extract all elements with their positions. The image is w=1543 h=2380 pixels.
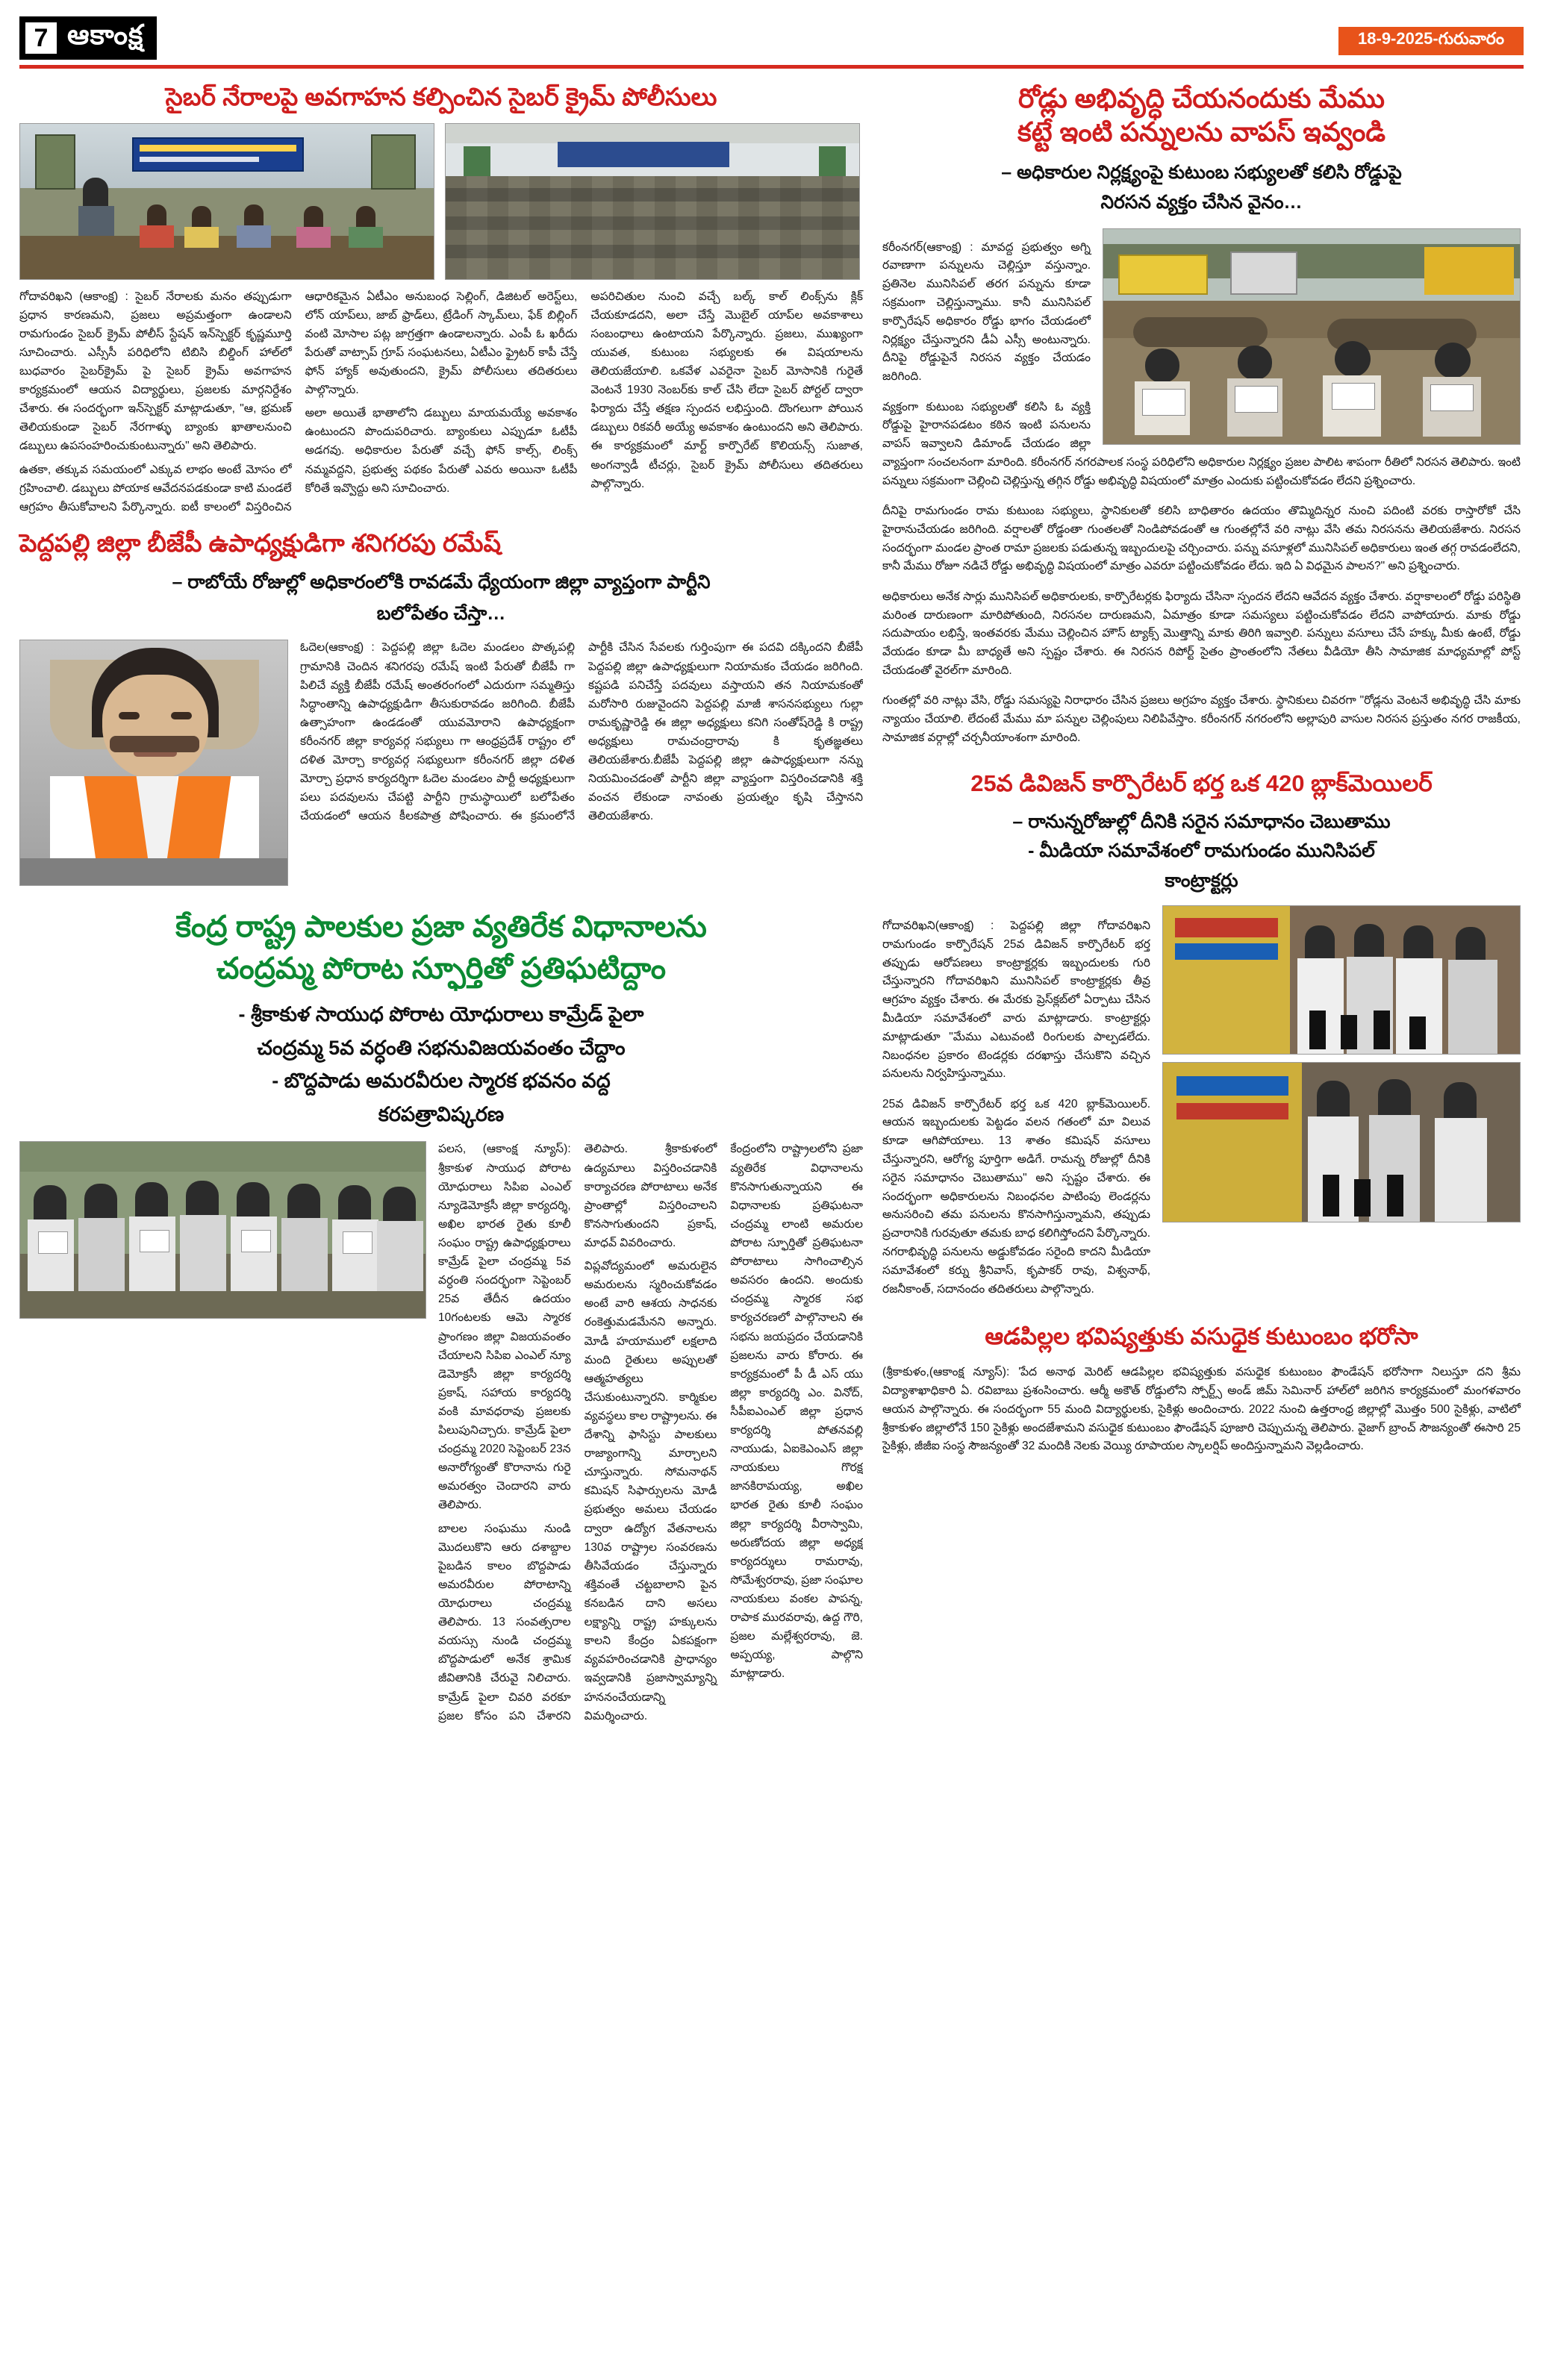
article-contractors-press-meet [882,768,1521,1311]
bjp-leader-portrait [19,640,288,886]
article2-subhead-1: – అధికారుల నిర్లక్ష్యంపై కుటుంబ సభ్యులతో కలిసి రోడ్డుపై [1001,162,1402,184]
article2-headline-line2: కట్టే ఇంటి పన్నులను వాపస్ ఇవ్వండి [1017,116,1385,147]
article2-p5: గుంతల్లో వరి నాట్లు వేసి, రోడ్డు సమస్యపై నిరాధారం చేసిన ప్రజలు అగ్రహం వ్యక్తం చేశారు. స్థానికులు చివరగా "రోడ్లను వెంటనే అభివృద్ధి చేసి మాకు న్యాయం చేయాలి. లేదంటే మేము మా పన్నుల చెల్లింపులు నిలిపివేస్తాం. కరీంనగర్ నగరంలోని అల్లాపురి వాసుల నిరసన ప్రస్తుతం నగర రాజకీయ, సామాజిక వర్గాల్లో చర్చనీయాంశంగా మారింది. [882,694,1521,744]
article4-p4: కేంద్రంలోని రాష్ట్రాలలోని ప్రజా వ్యతిరేక విధానాలను కొనసాగుతున్నాయని ఈ విధానాలకు ప్రతిఘటనా చంద్రమ్మ లాంటి అమరుల పోరాట స్ఫూర్తితో ప్రతిఘటనా పోరాటాలు సాగించాల్సిన అవసరం ఉందని. అందుకు చంద్రమ్మ స్మారక సభ కార్యచరణలో పాల్గొనాలని ఈ సభను జయప్రదం చేయడానికి ప్రజలను వారు కోరారు. ఈ కార్యక్రమంలో పీ డీ ఎస్ యు జిల్లా కార్యదర్శి ఎం. వినోద్, సీపీఐఎంఎల్ జిల్లా ప్రధాన కార్యదర్శి పోతనవల్లి నాయుడు, ఏఐకెఎంఎస్ జిల్లా నాయకులు గొరక్ష జానకిరామయ్య, అఖిల భారత రైతు కూలీ సంఘం జిల్లా కార్యదర్శి వీరాస్వామి, అరుణోదయ జిల్లా అధ్యక్ష కార్యదర్శులు రామరావు, సోమేశ్వరరావు, ప్రజా సంఘాల నాయకులు వంకల పాపన్న, రాపాక మురవరావు, ఉద్ద గౌరి, ప్రజల మల్లేశ్వరరావు, జె. అప్పయ్య, పాల్గొని మాట్లాడారు. [730,1143,863,1681]
article4-body [438,1140,863,1725]
article-chandramma-memorial [19,905,863,1725]
audience-hall-photo [445,123,860,280]
article2-subhead-2: నిరసన వ్యక్తం చేసిన వైనం… [1100,191,1303,213]
article6-body [882,1364,1521,1456]
article3-subhead-2: బలోపేతం చేస్తా… [376,602,506,624]
page-columns [19,76,1524,1725]
press-meet-photo-2 [1162,1062,1521,1222]
article-bjp-appointment [19,527,863,893]
article2-p1: కరీంనగర్(ఆకాంక్ష) : మావద్ద ప్రభుత్వం అగ్ని రవాణాగా పన్నులను చెల్లిస్తూ వస్తున్నాం. ప్రతినెల మునిసిపల్ తరగ పన్నును కూడా సక్రమంగా చెల్లిస్తున్నాము. కానీ మునిసిపల్ కార్పొరేషన్ అధికారం రోడ్డు భాగం చేయడంలో నిర్లక్ష్యం చేస్తున్నారని డీఏ ఎస్సీ అంటున్నారు. దీనిపై రోడ్డుపైనే నిరసన వ్యక్తం చేయడం జరిగింది. [882,240,1091,384]
article1-headline: సైబర్ నేరాలపై అవగాహన కల్పించిన సైబర్ క్రైమ్ పోలీసులు [165,83,717,110]
article1-photos [19,123,863,280]
masthead-date: 18-9-2025-గురువారం [1338,27,1524,55]
article5-headline: 25వ డివిజన్ కార్పొరేటర్ భర్త ఒక 420 బ్లాక్‌మెయిలర్ [970,770,1433,797]
article4-subhead-2: చంద్రమ్మ 5వ వర్ధంతి సభనువిజయవంతం చేద్దాం [257,1036,626,1059]
article3-subhead-1: – రాబోయే రోజుల్లో అధికారంలోకి రావడమే ధ్యేయంగా జిల్లా వ్యాప్తంగా పార్టీని [172,572,711,593]
left-column [19,76,863,1725]
article1-p3: అలా అయితే భాతాలోని డబ్బులు మాయమయ్యే అవకాశం ఉంటుందని పొందుపరిచారు. బ్యాంకులు ఎప్పుడూ ఓటీపీ అడగవు. అధికారుల పేరుతో వచ్చే ఫోన్ కాల్స్, లింక్స్ నమ్మవద్దని, ప్రభుత్వ పథకం పేరుతో ఎవరు అయినా ఓటీపీ కోరితే ఇవ్వొద్దు అని సూచించారు. [305,407,578,495]
article5-subhead-1: – రానున్నరోజుల్లో దీనికి సరైన సమాధానం చెబుతాము [1012,810,1391,832]
article4-subhead-1: - శ్రీకాకుళ సాయుధ పోరాట యోధురాలు కామ్రేడ్ పైలా [238,1003,644,1026]
article-foundation-cycles [882,1321,1521,1456]
article5-subhead-2: - మీడియా సమావేశంలో రామగుండం మునిసిపల్ [1028,840,1375,862]
masthead-spacer [157,16,1338,65]
masthead-left [19,16,157,60]
article5-content [882,905,1521,1310]
article2-p4: అధికారులు అనేక సార్లు మునిసిపల్ అధికారులకు, కార్పొరేటర్లకు ఫిర్యాదు చేసినా స్పందన లేదని ఆవేదన వ్యక్తం చేశారు. వర్షాకాలంలో రోడ్డు పరిస్థితి మరింత దారుణంగా మారిపోతుంది, నిరసనల దారుణమని, ఏమాత్రం కూడా సమస్యలు పట్టించుకోవడం లేదని వాపోయారు. మాకు రోడ్డు సదుపాయం లభిస్తే, ఇంతవరకు మేము చెల్లించిన హౌస్ ట్యాక్స్ మొత్తాన్ని మాకు తిరిగి ఇవ్వాలి. పన్నులు వసూలు చేసే హక్కు మీకు ఉంటే, రోడ్డు వేయడం కూడా మీ బాధ్యతే అని స్పష్టం చేశారు. ఈ నిరసన రిపోర్ట్ సైతం ప్రాంతంలోని నేతలు వీడియో తీసి సామాజిక మాధ్యమాల్లో పోస్ట్ చేయడంతో వైరల్‌గా మారింది. [882,590,1521,677]
publication-logo: ఆకాంక్ష [67,19,144,50]
article2-p2: వ్యక్తంగా కుటుంబ సభ్యులతో కలిసి ఓ వ్యక్తి రోడ్డుపై హైరానపడటం కఠిన ఇంటి పనులను వాపస్ ఇవ్వాలని డిమాండ్ చేయడం జిల్లా వ్యాప్తంగా సంచలనంగా మారింది. కరీంనగర్ నగరపాలక సంస్థ పరిధిలోని అధికారుల నిర్లక్ష్యం ప్రజల పాలిట శాపంగా రీతిలో నిరసన తెలిపారు. ఇంటి పన్నులు సక్రమంగా చెల్లించి చెల్లిస్తున్న తగ్గిన రోడ్డు అభివృద్ధి విషయంలో మాత్రం ఎందుకు పట్టించుకోవడం లేదని ప్రశ్నించారు. [882,400,1521,487]
press-meet-photo-1 [1162,905,1521,1055]
article1-body [19,287,863,516]
article3-headline: పెద్దపల్లి జిల్లా బీజేపీ ఉపాధ్యక్షుడిగా శనిగరపు రమేష్ [19,528,502,557]
right-column [882,76,1521,1725]
article6-p1: (శ్రీకాకుళం,(ఆకాంక్ష న్యూస్): 'పేద అనాథ మెరిట్ ఆడపిల్లల భవిష్యత్తుకు వసుధైక కుటుంబం ఫౌండేషన్ భరోసాగా నిలుస్తూ దని శ్రీమ విద్యాశాఖాధికారి ఏ. రవిబాబు ప్రశంసించారు. ఆర్మీ అకౌత్ రోడ్డులోని స్పోర్ట్స్ అండ్ జిమ్ సెమినార్ హాల్‌లో జరిగిన కార్యక్రమంలో మంగళవారం ఆయన పాల్గొన్నారు. ఈ సందర్భంగా 55 మంది విద్యార్థులకు, సైకిళ్లు అందించారు. 2022 నుంచి ఉత్తరాంధ్ర జిల్లాల్లో మొత్తం 500 సైకిళ్లు, వాటిలో శ్రీకాకుళం జిల్లాలోనే 150 సైకిళ్లు అందజేశామని వసుధైక కుటుంబం ఫౌండేషన్ పూజారి చెప్పుచున్న తెలిపారు. వైజాగ్ బ్రాంచ్ సౌజన్యంతో ఈసారి 25 సైకిళ్లు, జీజీఐ సంస్థ సౌజన్యంతో 32 మందికి నెలకు వెయ్యి రూపాయల స్కాలర్షిప్ అందిస్తున్నామని వెల్లడించారు. [882,1366,1521,1453]
article5-p1: గోదావరిఖని(ఆకాంక్ష) : పెద్దపల్లి జిల్లా గోదావరిఖని రామగుండం కార్పొరేషన్ 25వ డివిజన్ కార్పొరేటర్ భర్త తప్పుడు ఆరోపణలు కాంట్రాక్టర్లకు ఇబ్బందులకు గురి చేస్తున్నారని గోదావరిఖని మునిసిపల్ కాంట్రాక్టర్లకు తీవ్ర ఆగ్రహం వ్యక్తం చేశారు. ఈ మేరకు ప్రెస్‌క్లబ్‌లో ఏర్పాటు చేసిన మీడియా సమావేశంలో వారు మాట్లాడారు. కాంట్రాక్టర్లు మాట్లాడుతూ "మేము ఎటువంటి రింగులకు పాల్పడలేదు. నిబంధనల ప్రకారం టెండర్లకు దరఖాస్తు చేసుకొని వచ్చిన పనులను నిర్వహిస్తున్నాము. [882,919,1150,1081]
article2-body-wrap [882,227,1521,759]
article4-p3: విప్లవోద్యమంలో అమరులైన అమరులను స్మరించుకోవడం అంటే వారి ఆశయ సాధనకు రంకెత్తుమడమేనని అన్నారు. మోడీ హయాములో లక్షలాది మంది రైతులు అప్పులతో ఆత్మహత్యలు చేసుకుంటున్నారని. కార్మికుల వ్యవస్థలు కాల రాష్ట్రాలను. ఈ దేశాన్ని ఫాసిస్టు పాలకులు రాజ్యాంగాన్ని మార్చాలని చూస్తున్నారు. సోమనాథన్ కమిషన్ సిఫార్సులను మోడీ ప్రభుత్వం అమలు చేయడం ద్వారా ఉద్యోగ వేతనాలను 130వ రాష్ట్రాల సంవరణను తీసివేయడం చేస్తున్నారు శక్తివంతే చట్టబాలాని పైన కనబడిన దాని అసలు లక్ష్యాన్ని రాష్ట్ర హక్కులను కాలని కేంద్రం ఏకపక్షంగా వ్యవహరించడానికి ప్రాధాన్యం ఇవ్వడానికి ప్రజాస్వామ్యాన్ని హననంచేయడాన్ని విమర్శించారు. [584,1260,717,1722]
masthead [19,16,1524,69]
page-number: 7 [24,21,58,55]
article5-body [882,905,1150,1310]
article6-headline: ఆడపిల్లల భవిష్యత్తుకు వసుధైక కుటుంబం భరోసా [985,1322,1418,1349]
article1-p4: అపరిచితుల నుంచి వచ్చే బల్క్ కాల్ లింక్స్‌ను క్లిక్ చేయకూడదని, అలా చేస్తే మొబైల్ యాప్‌ల అవకాశాలు సంబంధాలు ఉంటాయని పేర్కొన్నారు. ప్రజలు, ముఖ్యంగా యువత, కుటుంబ సభ్యులకు ఈ విషయాలను తెలియజేయాలి. ఒకవేళ ఎవరైనా సైబర్ మోసానికి గురైతే వెంటనే 1930 నెంబర్‌కు కాల్ చేసి లేదా సైబర్ పోర్టల్ ద్వారా ఫిర్యాదు చేస్తే తక్షణ స్పందన లభిస్తుంది. దొంగలుగా పోయిన డబ్బులు రికవరీ అయ్యే అవకాశం ఉంటుందని అని తెలిపారు. ఈ కార్యక్రమంలో మార్ట్ కార్పొరేట్ కొలియన్స్ సుజాత, అంగన్వాడీ టీచర్లు, సైబర్ క్రైమ్ పోలీసులు తదితరులు పాల్గొన్నారు. [590,290,863,490]
article4-headline-line2: చంద్రమ్మ పోరాట స్ఫూర్తితో ప్రతిఘటిద్దాం [216,952,667,986]
article1-p2: ఉతకా, తక్కువ సమయంలో ఎక్కువ లాభం అంటే మోసం లో గ్రహించాలి. డబ్బులు పోయాక ఆవేదనపడకుండా కాటి మండలే ఆగ్రహం తీసుకోవాలని పేర్కొన్నారు. ఐటీ కాలంలో విస్తరించిన ఆధారికమైన ఏటీఎం అనుబంధ సెల్లింగ్, డిజిటల్ అరెస్ట్‌లు, లోన్ యాప్‌లు, జాబ్ ఫ్రాడ్‌లు, ట్రేడింగ్ స్కామ్‌లు, ఫేక్ బిల్లింగ్ వంటి మోసాల పట్ల జాగ్రత్తగా ఉండాలన్నారు. ఎంపీ ఓ ఖరీదు పేరుతో వాట్సాప్ గ్రూప్ సంఘటనలు, ఏటీఎం ఫ్రైటర్ కాపీ చేస్తే ఫోన్ హ్యాక్ అవుతుందని, క్రైమ్ పోలీసులు తదితరులు పాల్గొన్నారు. [19,290,578,513]
article3-body [300,638,863,828]
article1-p1: గోదావరిఖని (ఆకాంక్ష) : సైబర్ నేరాలకు మనం తప్పుడుగా ప్రధాన కారణమని, ప్రజలు అప్రమత్తంగా ఉండాలని రామగుండం సైబర్ క్రైమ్ పోలీస్ స్టేషన్ ఇన్‌స్పెక్టర్ కృష్ణమూర్తి సూచించారు. ఎస్సీసీ పరిధిలోని టిబిసి బిల్డింగ్ హాల్‌లో బుధవారం సైబర్‌క్రైమ్ పై సైబర్ క్రైమ్ అవగాహన కార్యక్రమంలో ఆయన విద్యార్థులు, ప్రజలకు మార్గనిర్దేశం చేశారు. ఈ సందర్భంగా ఇన్‌స్పెక్టర్ మాట్లాడుతూ, "ఆ, భ్రమణ్ తెలియకుండా సైబర్ నేరగాళ్ళు బ్యాంకు ఖాతాలనుంచి డబ్బులు ఉపసంహరించుకుంటున్నారు" అని తెలిపారు. [19,290,292,453]
article5-photos [1162,905,1521,1310]
article2-headline-line1: రోడ్లు అభివృద్ధి చేయనందుకు మేము [1018,83,1385,113]
article4-subhead-4: కరపత్రావిష్కరణ [378,1102,505,1125]
police-awareness-meeting-photo [19,123,434,280]
article4-body-wrap [19,1140,863,1725]
article4-subhead-3: - బొద్దపాడు అమరవీరుల స్మారక భవనం వద్ద [272,1069,611,1093]
article3-p1: ఓదెల(ఆకాంక్ష) : పెద్దపల్లి జిల్లా ఓదెల మండలం పొత్కపల్లి గ్రామానికి చెందిన శనిగరపు రమేష్ ఇంటి పేరుతో బీజేపీ గా పిలిచే వ్యక్తి బీజేపీ రమేష్ అంతరంగంలో ఎదురుగా సమ్మతిస్తు సిద్ధాంతాన్ని ఉపాధ్యక్షుడిగా తీసుకురావడం జరిగింది. బీజేపీ ఉత్సాహంగా ఉండడంతో యువమోరాని ఉపాధ్యక్షంగా కరీంనగర్ జిల్లా కార్యవర్గ సభ్యులు గా ఆంధ్రప్రదేశ్ రాష్ట్రం లో దళిత మోర్చా కార్యవర్గ సభ్యులుగా కరీంనగర్ జిల్లా దళిత మోర్చా ప్రధాన కార్యదర్శిగా ఓదెల మండలం పార్టీ అధ్యక్షులుగా పలు పదవులను చేపట్టి పార్టీని గ్రామస్థాయిలో బలోపేతం చేయడంలో ఆయన కీలకపాత్ర పోషించారు. ఈ క్రమంలోనే పార్టీకి చేసిన సేవలకు గుర్తింపుగా ఈ పదవి దక్కిందని బీజేపీ పెద్దపల్లి జిల్లా ఉపాధ్యక్షులుగా నియామకం చేయడం జరిగింది. కష్టపడి పనిచేస్తే పదవులు వస్తాయని తన నియామకంతో మరోసారి రుజువైందని పెద్దపల్లి మాజీ శాసనసభ్యులు గుల్లా రామకృష్ణారెడ్డి ఈ జిల్లా అధ్యక్షులు కనిగి సంతోష్‌రెడ్డి కి రాష్ట్ర అధ్యక్షులు రామచంద్రారావు కి కృతజ్ఞతలు తెలియజేశారు.బీజేపీ పెద్దపల్లి జిల్లా ఉపాధ్యక్షులుగా నన్ను నియమించడంతో పార్టీని జిల్లా వ్యాప్తంగా విస్తరించడానికి శక్తి వంచన లేకుండా నావంతు ప్రయత్నం కృషి చేస్తానని తెలియజేశారు. [300,641,863,823]
group-leaflet-release-photo [19,1141,426,1319]
article4-p1: పలస, (ఆకాంక్ష న్యూస్): శ్రీకాకుళ సాయుధ పోరాట యోధురాలు సిపిఐ ఎంఎల్ న్యూడెమోక్రసీ జిల్లా కార్యదర్శి, అఖిల భారత రైతు కూలీ సంఘం రాష్ట్ర ఉపాధ్యక్షురాలు కామ్రేడ్ పైలా చంద్రమ్మ 5వ వర్ధంతి సందర్భంగా సెప్టెంబర్ 25వ తేదీన ఉదయం 10గంటలకు ఆమె స్మారక ప్రాంగణం జిల్లా విజయవంతం చేయాలని సిపిఐ ఎంఎల్ న్యూ డెమోక్రసీ జిల్లా కార్యదర్శి ప్రకాష్, సహాయ కార్యదర్శి వంకి మావధరావు ప్రజలకు పిలుపునిచ్చారు. కామ్రేడ్ పైలా చంద్రమ్మ 2020 సెప్టెంబర్ 23న అనారోగ్యంతో కొరానాను గురై అమరత్వం చెందారని వారు తెలిపారు. [438,1143,571,1512]
article5-subhead-3: కాంట్రాక్టర్లు [1165,869,1238,891]
article-cyber-crime [19,81,863,516]
road-protest-photo [1103,228,1521,445]
article-road-protest [882,81,1521,759]
article4-headline-line1: కేంద్ర రాష్ట్ర పాలకుల ప్రజా వ్యతిరేక విధానాలను [175,911,707,944]
article4-p2: బాలల సంఘము నుండి మొదలుకొని ఆరు దశాబ్దాల పైబడిన కాలం బొద్దపాడు అమరవీరుల పోరాటాన్ని యోధురాలు చంద్రమ్మ తెలిపారు. 13 సంవత్సరాల వయస్సు నుండి చంద్రమ్మ బొద్దపాడులో అనేక శ్రామిక జీవితానికి చేరువై నిలిచారు. కామ్రేడ్ పైలా చివరి వరకూ ప్రజల కోసం పని చేశారని తెలిపారు. శ్రీకాకుళంలో ఉద్యమాలు విస్తరించడానికి కార్యాచరణ పోరాటాలు అనేక ప్రాంతాల్లో విస్తరించాలని కొనసాగుతుందని ప్రకాష్, మాధవ్ వివరించారు. [438,1143,717,1722]
article5-p2: 25వ డివిజన్ కార్పొరేటర్ భర్త ఒక 420 బ్లాక్‌మెయిలర్. ఆయన ఇబ్బందులకు పెట్టడం వలన గతంలో మా విలువ కూడా ఆగిపోయాలు. 13 శాతం కమిషన్ వసూలు చేస్తున్నారని, ఆరోగ్య పూర్తిగా అడిగే. రామన్న రోజుల్లో దీనికి సరైన సమాధానం చెబుతాము" అని స్పష్టం చేశారు. ఈ సందర్భంగా అధికారులను నిబంధనల పాటింపు లెండర్లను అనుసరించి తమ పనులను కొనసాగిస్తున్నామని, తప్పుడు ప్రచారానికి గురవుతూ తమకు బాధ కలిగిస్తోందని పేర్కొన్నారు. నగరాభివృద్ధి పనులను అడ్డుకోవడం సరైంది కాదని మీడియా సమావేశంలో కర్ను శ్రీనివాస్, కృపాకర్ రావు, విశ్వనాథ్, రజనీకాంత్, సదానందం తదితరులు పాల్గొన్నారు. [882,1097,1150,1296]
article3-body-wrap [19,638,863,892]
article2-p3: దీనిపై రామగుండం రామ కుటుంబ సభ్యులు, స్థానికులతో కలిసి బాధితారం ఉదయం తొమ్మిదిన్నర నుంచి పదింటి వరకు రాస్తారోకో చేసి హైరానుచేయడం జరిగింది. వర్షాలతో రోడ్డంతా గుంతలతో నిండిపోవడంతో ఆ గుంతల్లోనే వరి నాట్లు వేసి తమ నిరసనను తెలియజేశారు. నిరసన సందర్భంగా మండల ప్రాంత రామా ప్రజలకు పడుతున్న ఇబ్బందులపై చర్చించారు. పన్ను వసూళ్లలో మునిసిపల్ అధికారులు ఇంత తగ్గ రావడంలేదని, కానీ మేము రోజూ నడిచే రోడ్డు అభివృద్ధి విషయంలో మాత్రం ఎవరూ పట్టించుకోవడం లేదు. ఇది ఏ విధమైన పాలన?" అని ప్రశ్నించారు. [882,505,1521,573]
